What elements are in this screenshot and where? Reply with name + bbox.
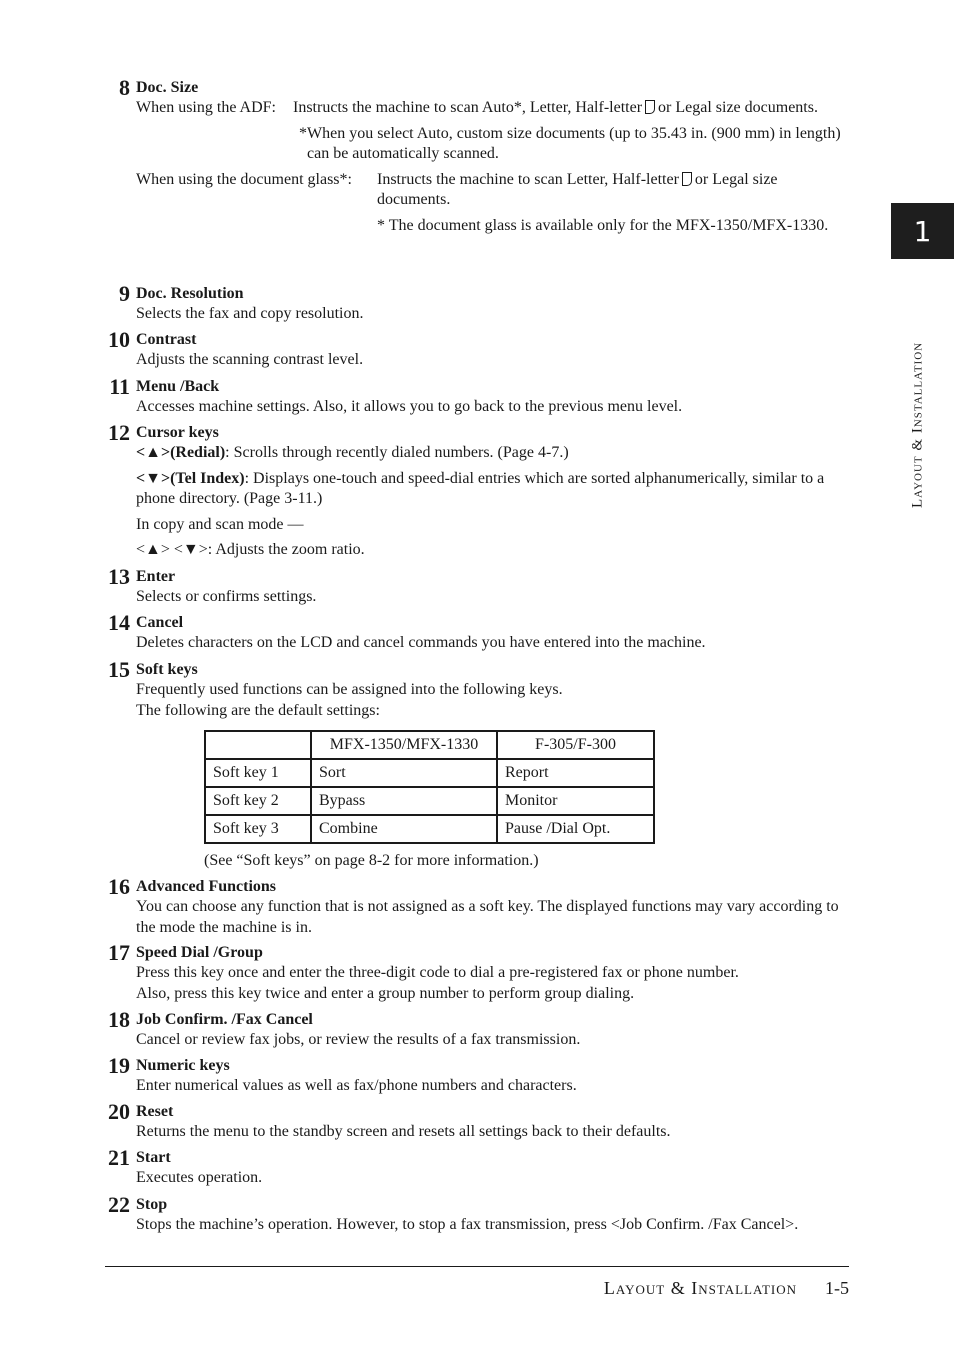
table-row — [205, 759, 654, 787]
item-text: Cancel or review fax jobs, or review the results of a fax transmission. — [136, 1031, 581, 1048]
portrait-page-icon — [682, 172, 692, 186]
table-row — [205, 815, 654, 843]
item-text: Frequently used functions can be assigned into the following keys. — [136, 681, 563, 698]
item-numeric-keys — [108, 1053, 848, 1097]
item-title: Contrast — [136, 331, 197, 348]
item-title: Speed Dial /Group — [136, 944, 263, 961]
soft-key-table — [204, 730, 655, 844]
item-number: 8 — [119, 75, 130, 100]
item-text: Returns the menu to the standby screen and resets all settings back to their defaults. — [136, 1123, 671, 1140]
tel-index-text: : Displays one-touch and speed-dial entries which are sorted alphanumerically, similar to a phone directory. (Page 3-11.) — [136, 469, 825, 507]
item-title: Reset — [136, 1103, 174, 1120]
item-title: Advanced Functions — [136, 878, 277, 895]
item-cancel — [108, 610, 848, 654]
item-enter — [108, 564, 848, 608]
item-reset — [108, 1099, 848, 1143]
item-title: Doc. Size — [136, 79, 199, 96]
item-text: Enter numerical values as well as fax/phone numbers and characters. — [136, 1077, 577, 1094]
item-text: Press this key once and enter the three-digit code to dial a pre-registered fax or phone number. — [136, 964, 739, 981]
table-note: (See “Soft keys” on page 8-2 for more information.) — [204, 852, 539, 869]
table-cell: Sort — [311, 759, 497, 787]
chapter-tab: 1 — [891, 203, 954, 259]
side-section-label: Layout & Installation — [909, 341, 926, 508]
table-header-cell: F-305/F-300 — [497, 731, 654, 759]
page-number: 1-5 — [825, 1278, 849, 1298]
item-number: 15 — [108, 657, 130, 682]
item-advanced-functions — [108, 874, 848, 938]
adf-note: *When you select Auto, custom size documents (up to 35.43 in. (900 mm) in length) can be automatically scanned. — [299, 125, 841, 162]
table-cell: Soft key 2 — [205, 787, 311, 815]
table-row — [205, 787, 654, 815]
glass-note: * The document glass is available only for the MFX-1350/MFX-1330. — [377, 217, 829, 234]
item-number: 10 — [108, 327, 130, 352]
item-stop — [108, 1192, 848, 1236]
table-header-row — [205, 731, 654, 759]
item-number: 14 — [108, 610, 130, 635]
item-speed-dial-group — [108, 940, 848, 1004]
table-cell: Report — [497, 759, 654, 787]
table-header-cell: MFX-1350/MFX-1330 — [311, 731, 497, 759]
item-number: 20 — [108, 1099, 130, 1124]
item-number: 13 — [108, 564, 130, 589]
redial-text: : Scrolls through recently dialed numbers. (Page 4-7.) — [225, 444, 569, 461]
item-title: Soft keys — [136, 661, 198, 678]
item-number: 21 — [108, 1145, 130, 1170]
item-text: Selects the fax and copy resolution. — [136, 305, 364, 322]
item-doc-size — [119, 75, 848, 236]
table-cell: Bypass — [311, 787, 497, 815]
item-title: Start — [136, 1149, 171, 1166]
item-number: 22 — [108, 1192, 130, 1217]
item-text: Also, press this key twice and enter a group number to perform group dialing. — [136, 984, 635, 1002]
adf-label: When using the ADF: — [136, 99, 276, 116]
footer-rule — [105, 1266, 849, 1267]
item-contrast — [108, 327, 848, 371]
table-cell: Soft key 3 — [205, 815, 311, 843]
item-text: Accesses machine settings. Also, it allows you to go back to the previous menu level. — [136, 398, 683, 415]
portrait-page-icon — [645, 100, 655, 114]
table-cell: Monitor — [497, 787, 654, 815]
item-title: Cancel — [136, 614, 184, 631]
item-number: 11 — [109, 374, 130, 399]
table-cell: Soft key 1 — [205, 759, 311, 787]
glass-row — [136, 170, 848, 236]
item-text: Adjusts the scanning contrast level. — [136, 351, 364, 368]
tel-index-line — [136, 469, 848, 510]
glass-text: Instructs the machine to scan Letter, Half-letter — [377, 171, 679, 188]
item-text: The following are the default settings: — [136, 701, 380, 719]
item-soft-keys — [108, 657, 848, 721]
item-text: Deletes characters on the LCD and cancel commands you have entered into the machine. — [136, 634, 706, 651]
item-text: Stops the machine’s operation. However, to stop a fax transmission, press <Job Confirm. /Fax Cancel>. — [136, 1216, 799, 1233]
redial-key: <▲>(Redial) — [136, 444, 226, 461]
item-number: 16 — [108, 874, 130, 899]
tel-index-key: <▼>(Tel Index) — [136, 469, 245, 487]
item-title: Stop — [136, 1196, 168, 1213]
item-title: Menu /Back — [136, 378, 220, 395]
item-number: 9 — [119, 281, 130, 306]
item-text: You can choose any function that is not assigned as a soft key. The displayed functions may vary according to the mode the machine is in. — [136, 898, 839, 936]
adf-row — [136, 98, 848, 164]
glass-label: When using the document glass*: — [136, 171, 352, 188]
item-title: Numeric keys — [136, 1057, 230, 1074]
table-cell: Combine — [311, 815, 497, 843]
table-cell: Pause /Dial Opt. — [497, 815, 654, 843]
item-text: Executes operation. — [136, 1169, 263, 1186]
item-title: Doc. Resolution — [136, 285, 244, 302]
page-footer — [604, 1278, 849, 1299]
table-header-cell — [205, 731, 311, 759]
footer-section: Layout & Installation — [603, 1278, 797, 1298]
item-menu-back — [109, 374, 848, 418]
copy-mode-line: In copy and scan mode — — [136, 515, 304, 533]
item-start — [108, 1145, 848, 1189]
item-number: 17 — [108, 940, 130, 965]
glass-text-cont: or Legal size documents. — [377, 171, 778, 208]
item-job-confirm — [108, 1007, 848, 1051]
adf-text: Instructs the machine to scan Auto*, Letter, Half-letter — [293, 99, 643, 116]
item-cursor-keys — [108, 420, 848, 561]
item-title: Job Confirm. /Fax Cancel — [136, 1011, 313, 1028]
redial-line — [136, 443, 848, 464]
item-text: Selects or confirms settings. — [136, 588, 317, 605]
adf-text-cont: or Legal size documents. — [658, 99, 818, 116]
item-doc-resolution — [119, 281, 848, 325]
item-number: 12 — [108, 420, 130, 445]
item-number: 19 — [108, 1053, 130, 1078]
zoom-line: <▲> <▼>: Adjusts the zoom ratio. — [136, 541, 365, 558]
item-title: Cursor keys — [136, 424, 219, 441]
item-title: Enter — [136, 568, 176, 585]
item-number: 18 — [108, 1007, 130, 1032]
